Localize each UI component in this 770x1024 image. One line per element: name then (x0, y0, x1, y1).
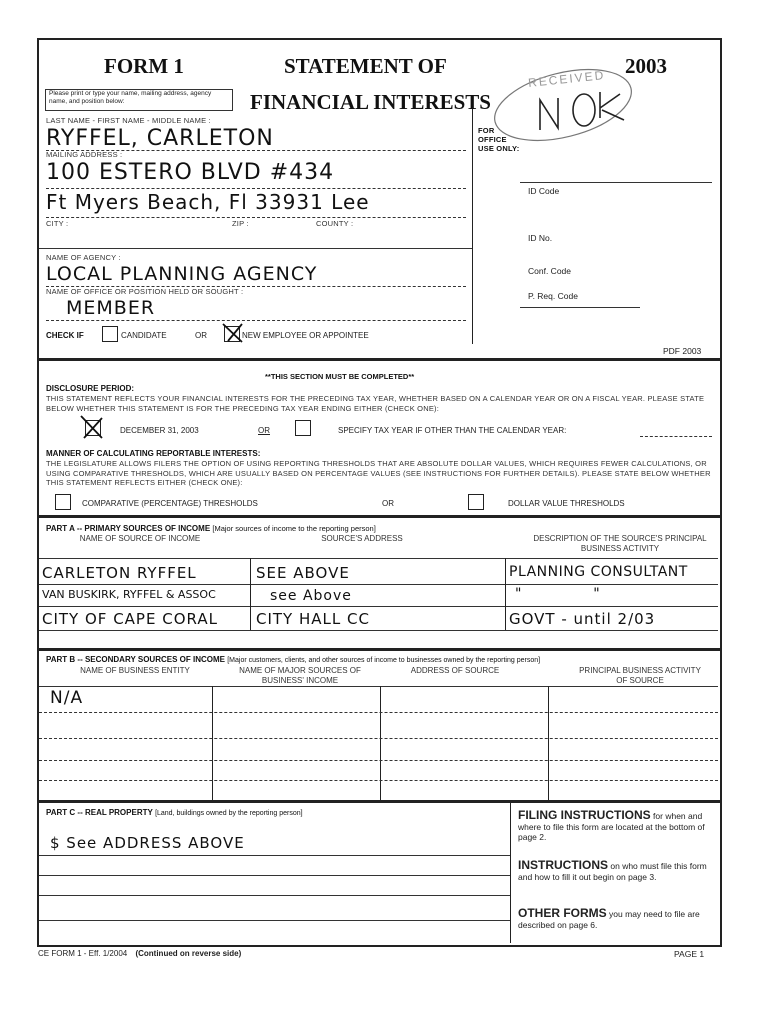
city-line (46, 217, 466, 218)
part-c-row-line (39, 855, 510, 856)
part-b-col-divider (548, 686, 549, 800)
manner-text: THE LEGISLATURE ALLOWS FILERS THE OPTION OF USING REPORTING THRESHOLDS THAT ARE ABSOLUTE DOLLAR VALUES, WHICH REQUIRES FEWER CALCULATIONS, OR USING COMPARATIVE THRESHOLDS, WHICH ARE USUALLY BASED ON PERCENTAGE VALUES (SEE INSTRUCTIONS FOR FURTHER DETAILS). PLEASE STATE BELOW WHETHER THIS STATEMENT REFLECTS EITHER (CHECK ONE): (46, 459, 711, 487)
part-a-row1-activity: PLANNING CONSULTANT (509, 564, 688, 580)
candidate-label: CANDIDATE (121, 331, 167, 340)
mailing-label: MAILING ADDRESS : (46, 150, 123, 159)
part-b-row-line (39, 780, 718, 781)
id-code-line (520, 182, 712, 183)
part-c-subtitle: [Land, buildings owned by the reporting person] (155, 810, 303, 817)
december-check-icon (78, 412, 106, 445)
office-line (46, 320, 466, 321)
filing-instructions-text: for when and where to file this form are located at the bottom of page 2. (518, 811, 705, 842)
p-req-code-label: P. Req. Code (528, 291, 578, 301)
new-employee-label: NEW EMPLOYEE OR APPOINTEE (242, 331, 369, 340)
filing-instructions-heading: FILING INSTRUCTIONS (518, 808, 651, 822)
instructions-heading: INSTRUCTIONS (518, 858, 608, 872)
comparative-label: COMPARATIVE (PERCENTAGE) THRESHOLDS (82, 499, 258, 508)
office-use-label: FOR OFFICE USE ONLY: (478, 126, 520, 153)
part-a-col-divider (250, 558, 251, 630)
p-req-line (520, 307, 640, 308)
part-c-entry: $ See ADDRESS ABOVE (50, 834, 245, 852)
who-must-file-instructions (518, 860, 714, 882)
part-a-header-line (39, 558, 718, 559)
footer-continued: (Continued on reverse side) (135, 949, 242, 958)
part-a-row3-address: CITY HALL CC (256, 610, 370, 628)
part-a-row3-activity: GOVT - until 2/03 (509, 610, 656, 628)
conf-code-label: Conf. Code (528, 266, 571, 276)
agency-name: LOCAL PLANNING AGENCY (46, 263, 318, 285)
agency-label: NAME OF AGENCY : (46, 253, 121, 262)
mailing-line (46, 188, 466, 189)
part-c-row-line (39, 895, 510, 896)
filer-divider (39, 248, 472, 249)
page-number: PAGE 1 (674, 949, 705, 959)
pdf-label: PDF 2003 (663, 346, 702, 356)
part-b-entry: N/A (50, 688, 84, 708)
period-text: THIS STATEMENT REFLECTS YOUR FINANCIAL INTERESTS FOR THE PRECEDING TAX YEAR, WHETHER BASED ON A CALENDAR YEAR OR ON A FISCAL YEAR. PLEASE STATE BELOW WHETHER THIS STATEMENT IS FOR THE PRECEDING TAX YEAR ENDING EITHER (CHECK ONE): (46, 394, 705, 413)
part-a-row-line (39, 630, 718, 631)
part-b-row-line (39, 712, 718, 713)
candidate-checkbox[interactable] (102, 326, 118, 342)
print-instruction: Please print or type your name, mailing address, agency name, and position below: (49, 90, 212, 105)
part-b-subtitle: [Major customers, clients, and other sources of income to businesses owned by the reporting person] (227, 657, 541, 664)
part-a-row1-address: SEE ABOVE (256, 564, 350, 582)
part-b-col-divider (212, 686, 213, 800)
other-forms (518, 908, 714, 930)
filing-instructions (518, 810, 714, 843)
part-a-row-line (39, 584, 718, 585)
check-if-label: CHECK IF (46, 331, 84, 340)
part-a-row3-source: CITY OF CAPE CORAL (42, 610, 218, 628)
part-a-col1: NAME OF SOURCE OF INCOME (79, 534, 201, 543)
part-b-row-line (39, 738, 718, 739)
part-a-subtitle: [Major sources of income to the reporting person] (212, 524, 376, 533)
fiscal-line[interactable] (640, 436, 712, 437)
part-c-divider (510, 800, 511, 943)
footer-form-id (38, 949, 241, 958)
part-a-row2-activity: " " (515, 586, 601, 602)
part-a-row1-source: CARLETON RYFFEL (42, 564, 197, 582)
office-label: NAME OF OFFICE OR POSITION HELD OR SOUGHT : (46, 287, 244, 296)
part-b-header-line (39, 686, 718, 687)
threshold-or: OR (382, 499, 394, 508)
part-a-row-line (39, 606, 718, 607)
fiscal-checkbox[interactable] (295, 420, 311, 436)
footer-left: CE FORM 1 - Eff. 1/2004 (38, 949, 128, 958)
part-b-title (46, 655, 540, 664)
part-b-col4: PRINCIPAL BUSINESS ACTIVITY OF SOURCE (579, 666, 701, 685)
office-held: MEMBER (66, 297, 156, 319)
december-label: DECEMBER 31, 2003 (120, 426, 199, 435)
city-zip-county: Ft Myers Beach, Fl 33931 Lee (46, 190, 370, 214)
city-label: CITY : (46, 219, 69, 228)
part-b-row-line (39, 760, 718, 761)
dollar-label: DOLLAR VALUE THRESHOLDS (508, 499, 625, 508)
other-forms-heading: OTHER FORMS (518, 906, 607, 920)
part-b-heading: PART B -- SECONDARY SOURCES OF INCOME (46, 655, 225, 664)
instructions-text: on who must file this form and how to fill it out begin on page 3. (518, 861, 707, 882)
form-number: FORM 1 (104, 54, 184, 78)
period-or: OR (258, 426, 270, 435)
part-a-col-divider (505, 558, 506, 630)
part-b-col2: NAME OF MAJOR SOURCES OF BUSINESS' INCOME (239, 666, 361, 685)
form-year: 2003 (625, 54, 667, 78)
part-a-row2-address: see Above (270, 588, 352, 604)
zip-label: ZIP : (232, 219, 249, 228)
name-label: LAST NAME - FIRST NAME - MIDDLE NAME : (46, 116, 211, 125)
part-c-title (46, 808, 303, 817)
dollar-checkbox[interactable] (468, 494, 484, 510)
or-label: OR (195, 331, 207, 340)
title-line2: FINANCIAL INTERESTS (250, 90, 491, 114)
mailing-address: 100 ESTERO BLVD #434 (46, 160, 335, 185)
comparative-checkbox[interactable] (55, 494, 71, 510)
part-c-row-line (39, 875, 510, 876)
stamp-received-text: RECEIVED (527, 67, 606, 91)
section-divider (37, 515, 720, 518)
part-c-row-line (39, 920, 510, 921)
part-c-heading: PART C -- REAL PROPERTY (46, 808, 153, 817)
other-forms-text: you may need to file are described on page 6. (518, 909, 700, 930)
id-code-label: ID Code (528, 186, 560, 196)
part-a-title (46, 524, 376, 533)
manner-title: MANNER OF CALCULATING REPORTABLE INTERESTS: (46, 449, 261, 458)
part-a-col2: SOURCE'S ADDRESS (321, 534, 403, 543)
office-column-divider (472, 98, 473, 344)
part-b-col1: NAME OF BUSINESS ENTITY (80, 666, 190, 675)
part-b-col-divider (380, 686, 381, 800)
part-a-col3: DESCRIPTION OF THE SOURCE'S PRINCIPAL BUSINESS ACTIVITY (533, 534, 707, 553)
fiscal-label: SPECIFY TAX YEAR IF OTHER THAN THE CALENDAR YEAR: (338, 426, 567, 435)
section-divider (37, 800, 720, 803)
section-divider (37, 648, 720, 651)
must-complete: **THIS SECTION MUST BE COMPLETED** (265, 372, 415, 381)
part-b-col3: ADDRESS OF SOURCE (410, 666, 500, 675)
id-no-label: ID No. (528, 233, 553, 243)
title-line1: STATEMENT OF (284, 54, 447, 78)
part-a-row2-source: VAN BUSKIRK, RYFFEL & ASSOC (42, 588, 216, 601)
county-label: COUNTY : (316, 219, 354, 228)
section-divider (37, 358, 720, 361)
filer-name: RYFFEL, CARLETON (46, 126, 274, 151)
part-a-heading: PART A -- PRIMARY SOURCES OF INCOME (46, 524, 211, 533)
period-title: DISCLOSURE PERIOD: (46, 384, 135, 393)
